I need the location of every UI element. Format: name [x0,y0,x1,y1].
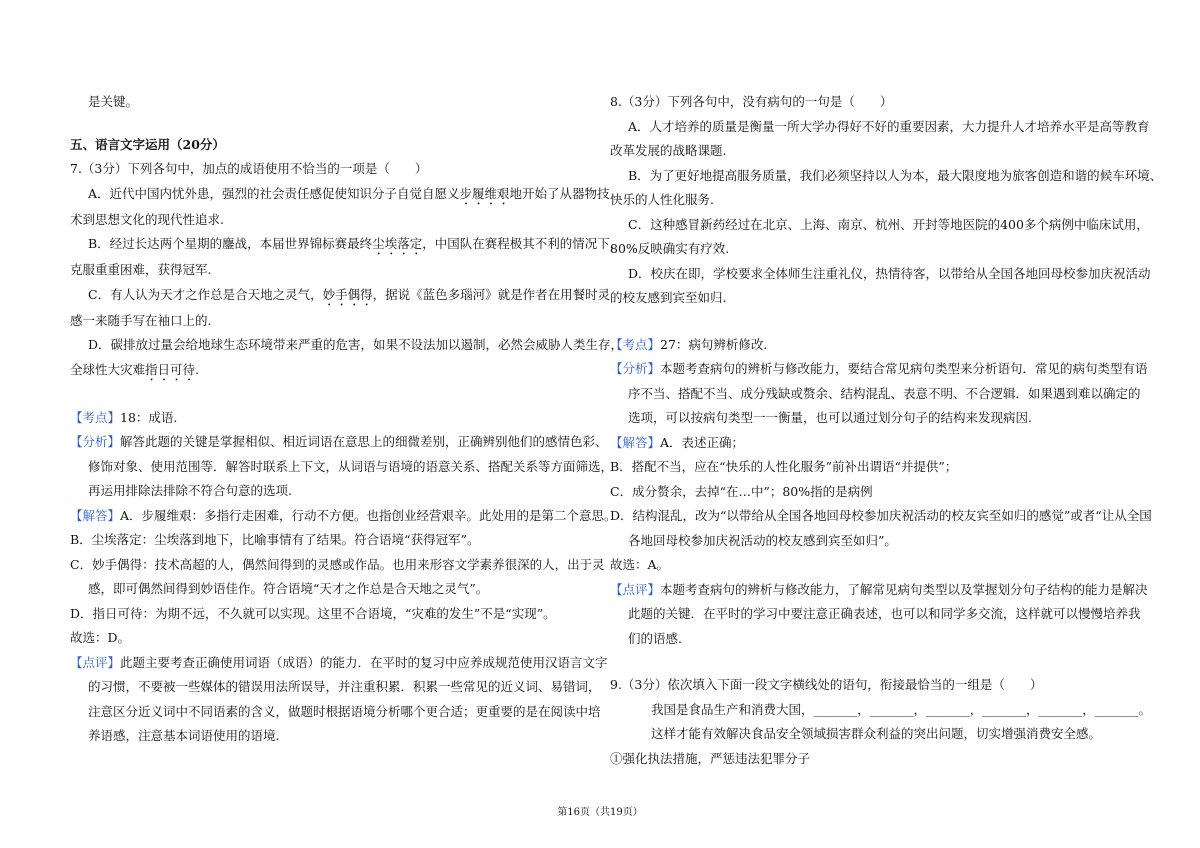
fenxi-line: 序不当、搭配不当、成分残缺或赘余、结构混乱、表意不明、不合逻辑．如果遇到难以确定的 [628,385,1141,401]
question-7-stem: 7.（3分）下列各句中，加点的成语使用不恰当的一项是（ ） [70,161,428,176]
q8-option-c-cont: 80%反映确实有疗效. [610,241,730,256]
jieda-line: 【解答】A．步履维艰：多指行走困难，行动不方便。也指创业经营艰辛。此处用的是第二个意思。 [70,507,617,523]
q8-option-a-cont: 改革发展的战略课题. [610,143,727,158]
kaodian-line: 【考点】27：病句辨析修改. [610,336,768,352]
jieda-line: C．妙手偶得：技术高超的人，偶然间得到的灵感或作品。也用来形容文学素养很深的人，出于灵 [70,556,605,572]
q9-item-1: ①强化执法措施，严惩违法犯罪分子 [610,750,811,766]
fenxi-line: 【分析】本题考查病句的辨析与修改能力，要结合常见病句类型来分析语句．常见的病句类型有语 [610,361,1148,376]
dianping-line: 的习惯，不要被一些媒体的错误用法所误导，并注重积累．积累一些常见的近义词、易错词， [88,679,601,694]
q7-option-c: C．有人认为天才之作总是合天地之灵气，妙手偶得，据说《蓝色多瑙河》就是作者在用餐时灵 [88,286,611,302]
q7-option-a: A．近代中国内忧外患，强烈的社会责任感促使知识分子自觉自愿义步履维艰地开始了从器物技 [88,185,610,201]
jieda-tag: 【解答】 [610,434,661,450]
fenxi-line: 修饰对象、使用范围等．解答时联系上下文，从词语与语境的语意关系、搭配关系等方面筛选， [88,458,614,474]
page-footer: 第16页（共19页） [557,807,643,818]
answer-line: 故选：D。 [70,630,131,645]
q8-option-a: A．人才培养的质量是衡量一所大学办得好不好的重要因素，大力提升人才培养水平是高等教育 [628,118,1150,134]
dianping-line: 注意区分近义词中不同语素的含义，做题时根据语境分析哪个更合适；更重要的是在阅读中培 [88,703,601,719]
q7-option-b: B．经过长达两个星期的鏖战，本届世界锦标赛最终尘埃落定，中国队在赛程极其不利的情况下， [88,236,623,251]
dianping-line: 【点评】此题主要考查正确使用词语（成语）的能力．在平时的复习中应养成规范使用汉语言文字 [70,654,608,670]
dotted-idiom: 步履维艰 [459,185,510,201]
jieda-line: C．成分赘余，去掉“在…中”；80%指的是病例 [610,483,873,499]
dianping-tag: 【点评】 [610,581,661,597]
dianping-line: 【点评】本题考查病句的辨析与修改能力，了解常见病句类型以及掌握划分句子结构的能力是解决 [610,581,1148,597]
q8-option-d: D．校庆在即，学校要求全体师生注重礼仪，热情待客，以带给从全国各地回母校参加庆祝活动 [628,265,1151,281]
jieda-line: D．指日可待：为期不远，不久就可以实现。这里不合语境，“灾难的发生”不是“实现”。 [70,605,556,621]
answer-line: 故选：A。 [610,557,670,572]
fenxi-line: 再运用排除法排除不符合句意的选项. [88,483,292,498]
q7-option-d-cont: 全球性大灾难指日可待. [70,361,200,377]
q7-option-b-cont: 克服重重困难，获得冠军. [70,262,212,277]
q9-passage: 我国是食品生产和消费大国，_______，_______，_______，_______，_______，_______。 [651,701,1152,717]
fenxi-line: 选项，可以按病句类型一一衡量，也可以通过划分句子的结构来发现病因. [628,410,1032,425]
dianping-line: 养语感，注意基本词语使用的语境. [88,728,280,743]
dianping-line: 此题的关键．在平时的学习中要注意正确表述，也可以和同学多交流，这样就可以慢慢培养我 [628,606,1141,621]
jieda-line: 感，即可偶然间得到妙语佳作。符合语境“天才之作总是合天地之灵气”。 [88,581,489,596]
kaodian-line: 【考点】18：成语. [70,409,178,425]
q9-passage-cont: 这样才能有效解决食品安全领域损害群众利益的突出问题，切实增强消费安全感。 [651,726,1102,741]
q8-option-d-cont: 的校友感到宾至如归. [610,290,727,305]
question-8-stem: 8.（3分）下列各句中，没有病句的一句是（ ） [610,94,893,109]
q8-option-c: C．这种感冒新药经过在北京、上海、南京、杭州、开封等地医院的400多个病例中临床试用， [628,216,1149,232]
kaodian-tag: 【考点】 [610,336,661,352]
q8-option-b-cont: 快乐的人性化服务. [610,192,714,207]
jieda-line: B．搭配不当，应在“快乐的人性化服务”前补出谓语“并提供”； [610,459,958,474]
fenxi-tag: 【分析】 [70,434,121,449]
jieda-line: B．尘埃落定：尘埃落到地下，比喻事情有了结果。符合语境“获得冠军”。 [70,532,480,547]
jieda-tag: 【解答】 [70,507,121,523]
question-9-stem: 9.（3分）依次填入下面一段文字横线处的语句，衔接最恰当的一组是（ ） [610,677,1043,692]
dotted-idiom: 妙手偶得 [322,286,373,302]
left-column [70,90,624,749]
q8-option-b: B．为了更好地提高服务质量，我们必须坚持以人为本，最大限度地为旅客创造和谐的候车环境、 [628,167,1163,183]
jieda-line: D．结构混乱，改为“以带给从全国各地回母校参加庆祝活动的校友宾至如归的感觉”或者“让从全国 [610,508,1152,523]
dotted-idiom: 尘埃落定 [372,236,423,251]
kaodian-tag: 【考点】 [70,409,121,425]
section-heading: 五、语言文字运用（20分） [70,136,225,152]
dianping-tag: 【点评】 [70,654,121,670]
jieda-line: 各地回母校参加庆祝活动的校友感到宾至如归”。 [628,532,897,548]
jieda-line: 【解答】A．表述正确； [610,434,745,450]
dotted-idiom: 指日可待 [145,361,196,377]
q7-option-c-cont: 感一来随手写在袖口上的. [70,312,212,328]
right-column [610,90,1163,771]
q7-option-d: D．碳排放过量会给地球生态环境带来严重的危害，如果不设法加以遏制，必然会威胁人类生存， [88,337,624,352]
fenxi-tag: 【分析】 [610,361,661,376]
q7-option-a-cont: 术到思想文化的现代性追求. [70,211,224,227]
dianping-line: 们的语感. [628,630,682,646]
continued-text: 是关键。 [88,94,139,109]
fenxi-line: 【分析】解答此题的关键是掌握相似、相近词语在意思上的细微差别，正确辨别他们的感情色彩、 [70,434,608,449]
